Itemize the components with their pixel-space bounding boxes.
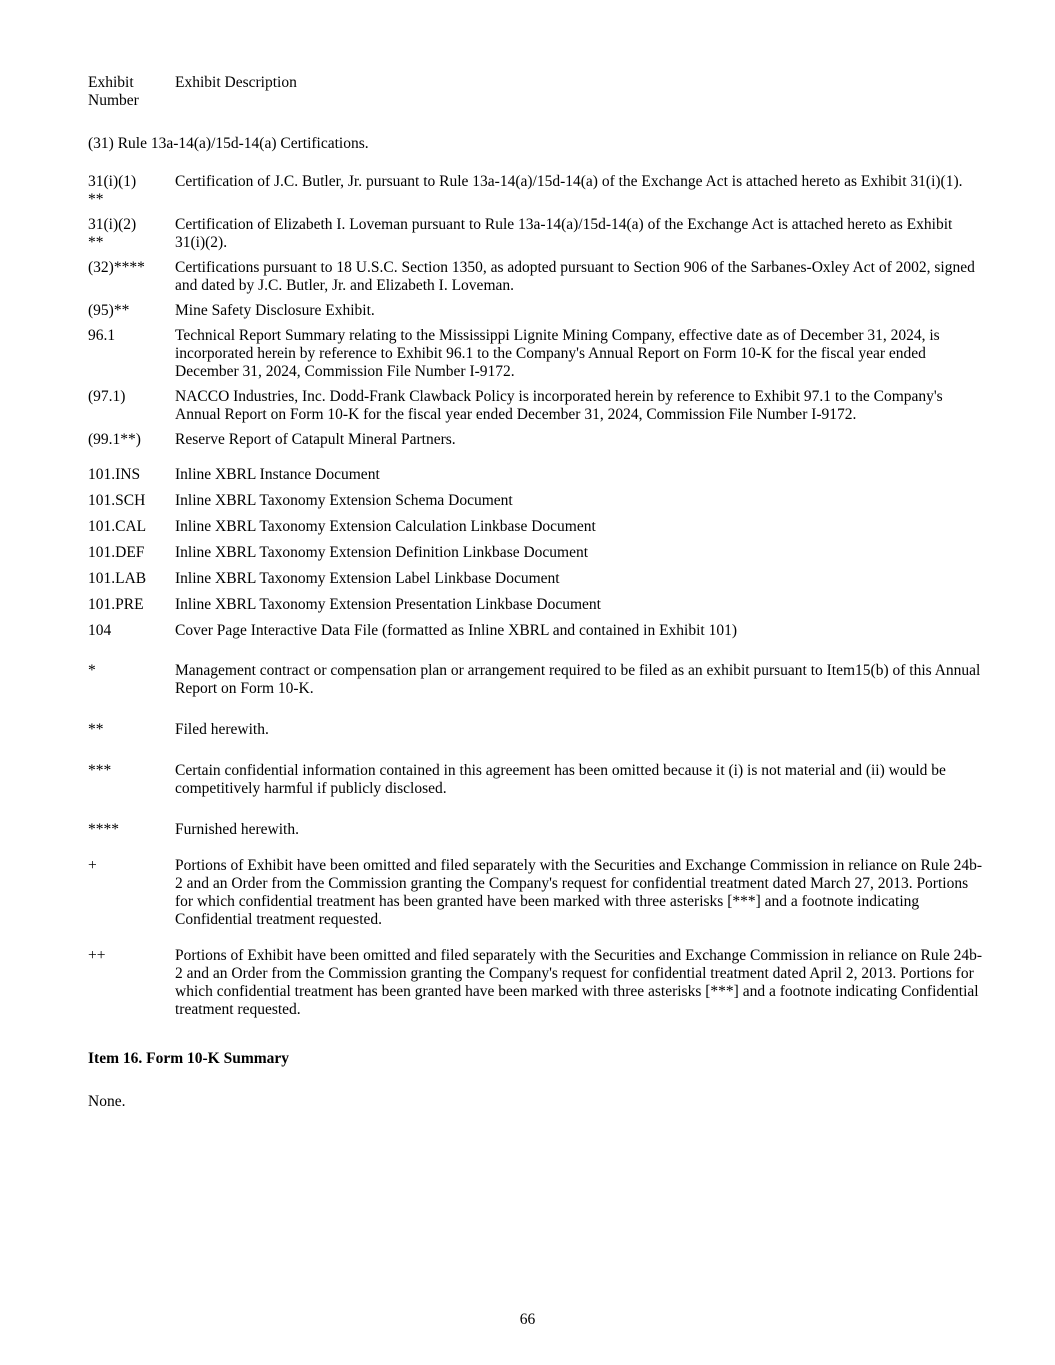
item-16-heading: Item 16. Form 10-K Summary	[88, 1050, 290, 1067]
exhibit-number-cell	[88, 388, 175, 406]
exhibit-description-column-header: Exhibit Description	[175, 74, 297, 91]
footnote-row	[88, 721, 985, 739]
table-row	[88, 466, 985, 484]
table-row	[88, 431, 985, 449]
exhibit-description: Inline XBRL Taxonomy Extension Definition Linkbase Document	[175, 544, 589, 561]
exhibit-number-cell	[88, 259, 175, 277]
footnote-text: Certain confidential information contained in this agreement has been omitted because it (i) is not material and (ii) would be competitively harmful if publicly disclosed.	[175, 762, 946, 797]
footnotes-section	[88, 662, 985, 1019]
exhibit-description: Certification of Elizabeth I. Loveman pursuant to Rule 13a-14(a)/15d-14(a) of the Exchange Act is attached hereto as Exhibit 31(i)(2).	[175, 216, 953, 251]
exhibit-id: 101.PRE	[88, 596, 144, 613]
exhibit-id: 101.DEF	[88, 544, 145, 561]
exhibit-description: Inline XBRL Taxonomy Extension Schema Document	[175, 492, 513, 509]
item-16-body: None.	[88, 1093, 126, 1110]
table-row	[88, 622, 985, 640]
exhibit-description: Inline XBRL Taxonomy Extension Label Linkbase Document	[175, 570, 560, 587]
footnote-row	[88, 947, 985, 1019]
exhibit-number-column-header: Exhibit Number	[88, 74, 139, 109]
exhibit-id: 101.LAB	[88, 570, 147, 587]
exhibit-description: Inline XBRL Taxonomy Extension Calculation Linkbase Document	[175, 518, 596, 535]
exhibit-id: 31(i)(2)	[88, 216, 137, 233]
footnote-text: Portions of Exhibit have been omitted and filed separately with the Securities and Exchange Commission in reliance on Rule 24b-2 and an Order from the Commission granting the Company's request for confidential treatment dated April 2, 2013. Portions for which confidential treatment has been granted have been marked with three asterisks [***] and a footnote indicating Confidential treatment requested.	[175, 947, 983, 1018]
footnote-symbol: +	[88, 857, 97, 874]
footnote-row	[88, 762, 985, 798]
table-row	[88, 492, 985, 510]
page-number: 66	[519, 1311, 536, 1328]
xbrl-exhibit-group	[88, 466, 985, 640]
table-row	[88, 570, 985, 588]
footnote-symbol: ***	[88, 762, 112, 779]
exhibit-table-header	[88, 74, 985, 110]
exhibit-description: Inline XBRL Taxonomy Extension Presentation Linkbase Document	[175, 596, 601, 613]
exhibit-id: 101.SCH	[88, 492, 146, 509]
exhibit-description: Mine Safety Disclosure Exhibit.	[175, 302, 375, 319]
footnote-text: Filed herewith.	[175, 721, 269, 738]
exhibit-id: (97.1)	[88, 388, 126, 405]
footnote-text: Portions of Exhibit have been omitted and filed separately with the Securities and Exchange Commission in reliance on Rule 24b-2 and an Order from the Commission granting the Company's request for confidential treatment dated March 27, 2013. Portions for which confidential treatment has been granted have been marked with three asterisks [***] and a footnote indicating Confidential treatment requested.	[175, 857, 983, 928]
table-row	[88, 302, 985, 320]
footnote-row	[88, 662, 985, 698]
section-intro-31-certifications: (31) Rule 13a-14(a)/15d-14(a) Certifications.	[88, 135, 369, 152]
exhibit-marker: **	[88, 191, 104, 208]
footnote-symbol: *	[88, 662, 96, 679]
exhibit-id: 101.CAL	[88, 518, 147, 535]
footnote-row	[88, 857, 985, 929]
table-row	[88, 596, 985, 614]
exhibit-description: Certifications pursuant to 18 U.S.C. Section 1350, as adopted pursuant to Section 906 of the Sarbanes-Oxley Act of 2002, signed and dated by J.C. Butler, Jr. and Elizabeth I. Loveman.	[175, 259, 975, 294]
footnote-symbol: **	[88, 721, 104, 738]
exhibit-id: 104	[88, 622, 112, 639]
exhibit-number-cell	[88, 431, 175, 449]
exhibit-id: 101.INS	[88, 466, 141, 483]
exhibit-id: 96.1	[88, 327, 116, 344]
exhibit-number-cell	[88, 302, 175, 320]
footnote-symbol: ****	[88, 821, 119, 838]
exhibit-id: 31(i)(1)	[88, 173, 137, 190]
exhibit-id: (32)****	[88, 259, 145, 276]
exhibit-number-cell	[88, 216, 175, 252]
table-row	[88, 544, 985, 562]
exhibit-id: (99.1**)	[88, 431, 141, 448]
table-row	[88, 173, 985, 209]
exhibit-id: (95)**	[88, 302, 130, 319]
footnote-row	[88, 821, 985, 839]
exhibit-marker: **	[88, 234, 104, 251]
exhibit-description: NACCO Industries, Inc. Dodd-Frank Clawback Policy is incorporated herein by reference to Exhibit 97.1 to the Company's Annual Report on Form 10-K for the fiscal year ended December 31, 2024, Commission File Number I-9172.	[175, 388, 943, 423]
footnote-text: Management contract or compensation plan or arrangement required to be filed as an exhibit pursuant to Item15(b) of this Annual Report on Form 10-K.	[175, 662, 981, 697]
exhibit-number-cell	[88, 327, 175, 345]
footnote-text: Furnished herewith.	[175, 821, 299, 838]
table-row	[88, 518, 985, 536]
exhibit-number-cell	[88, 173, 175, 209]
exhibit-description: Cover Page Interactive Data File (formatted as Inline XBRL and contained in Exhibit 101)	[175, 622, 737, 639]
exhibit-description: Reserve Report of Catapult Mineral Partners.	[175, 431, 456, 448]
footnote-symbol: ++	[88, 947, 106, 964]
exhibit-description: Technical Report Summary relating to the Mississippi Lignite Mining Company, effective date as of December 31, 2024, is incorporated herein by reference to Exhibit 96.1 to the Company's Annual Report on Form 10-K for the fiscal year ended December 31, 2024, Commission File Number I-9172.	[175, 327, 940, 380]
exhibit-description: Certification of J.C. Butler, Jr. pursuant to Rule 13a-14(a)/15d-14(a) of the Exchange Act is attached hereto as Exhibit 31(i)(1).	[175, 173, 963, 190]
table-row	[88, 259, 985, 295]
table-row	[88, 216, 985, 252]
exhibit-description: Inline XBRL Instance Document	[175, 466, 380, 483]
table-row	[88, 388, 985, 424]
table-row	[88, 327, 985, 381]
